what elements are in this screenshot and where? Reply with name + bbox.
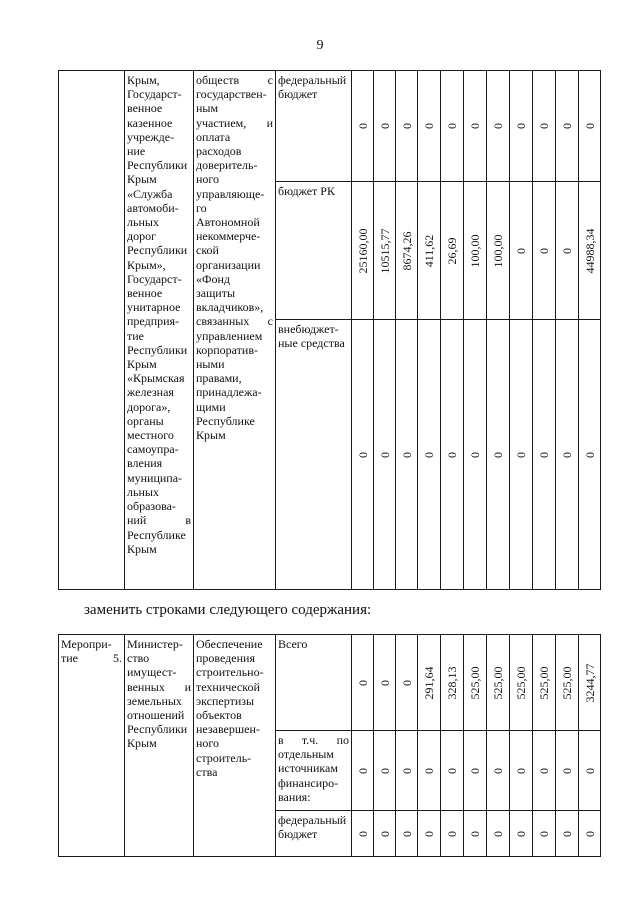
value-cell: [418, 182, 441, 320]
responsible-cell-line: Крым»,: [127, 257, 166, 272]
responsible-cell-line: венное: [127, 101, 163, 116]
description-cell-line: вкладчиков»,: [196, 300, 264, 315]
funding-source-cell: [276, 320, 352, 590]
value-text: 525,00: [468, 666, 482, 699]
value-cell: [352, 320, 374, 590]
responsible-cell-line: Республики: [127, 342, 188, 357]
value-text: 0: [560, 830, 574, 837]
value-cell: [441, 731, 464, 811]
value-cell: [396, 182, 418, 320]
budget-table-replacement: [58, 634, 601, 857]
responsible-cell-line: ний в: [127, 513, 191, 528]
value-text: 525,00: [560, 666, 574, 699]
funding-source-label: федеральный бюджет: [278, 73, 347, 102]
responsible-cell-line: Республики: [127, 243, 188, 258]
value-text: 0: [560, 451, 574, 458]
description-cell-line: «Фонд: [196, 271, 231, 286]
description-cell-line: ными: [196, 357, 225, 372]
funding-source-label: в т.ч. по отдельным источникам финансиро-вания:: [278, 733, 349, 804]
value-text: 0: [514, 247, 528, 254]
responsible-cell-line: венных и: [127, 679, 191, 694]
value-cell: [533, 731, 556, 811]
value-text: 10515,77: [377, 228, 392, 273]
description-cell-line: организации: [196, 257, 261, 272]
value-text: 0: [514, 830, 528, 837]
table-row: [59, 71, 601, 182]
value-cell: [374, 320, 396, 590]
value-text: 0: [491, 451, 505, 458]
responsible-cell-line: образова-: [127, 499, 176, 514]
description-cell-line: технической: [196, 679, 260, 694]
value-cell: [396, 811, 418, 857]
responsible-cell-line: ство: [127, 651, 150, 666]
value-text: 525,00: [491, 666, 505, 699]
responsible-cell: [125, 71, 194, 590]
responsible-cell-line: Республики: [127, 722, 188, 737]
value-cell: [464, 320, 487, 590]
page-number: 9: [316, 38, 324, 53]
value-text: 0: [399, 767, 414, 774]
responsible-cell-line: отношений: [127, 708, 185, 723]
value-cell: [510, 320, 533, 590]
funding-source-label: внебюджет-ные средства: [278, 322, 345, 351]
value-text: 0: [468, 830, 482, 837]
value-cell: [464, 731, 487, 811]
budget-table-original: [58, 70, 601, 590]
measure-cell-line: тие 5.: [61, 651, 122, 666]
value-cell: [396, 320, 418, 590]
value-cell: [441, 320, 464, 590]
value-text: 8674,26: [399, 231, 414, 270]
description-cell-line: щими: [196, 399, 226, 414]
description-cell-line: незавершен-: [196, 722, 260, 737]
value-text: 0: [468, 123, 482, 129]
value-cell: [556, 182, 579, 320]
value-cell: [352, 811, 374, 857]
value-text: 0: [582, 451, 597, 458]
description-cell-line: ным: [196, 101, 219, 116]
description-cell-line: принадлежа-: [196, 385, 262, 400]
responsible-cell-line: местного: [127, 428, 174, 443]
description-cell-line: корпоратив-: [196, 342, 258, 357]
value-text: 0: [582, 123, 597, 129]
responsible-cell-line: органы: [127, 413, 164, 428]
value-cell: [556, 811, 579, 857]
description-cell-line: Автономной: [196, 215, 260, 230]
value-text: 0: [377, 767, 392, 774]
description-cell-line: экспертизы: [196, 693, 255, 708]
description-cell-line: ного: [196, 736, 220, 751]
value-text: 0: [537, 247, 551, 254]
responsible-cell-line: льных: [127, 484, 159, 499]
responsible-cell-line: Государст-: [127, 87, 182, 102]
value-cell: [441, 71, 464, 182]
value-text: 0: [468, 767, 482, 774]
responsible-cell-line: «Крымская: [127, 371, 185, 386]
responsible-cell-line: имущест-: [127, 665, 177, 680]
value-text: 0: [514, 767, 528, 774]
description-cell-line: связанных с: [196, 314, 273, 329]
value-cell: [556, 320, 579, 590]
value-cell: [510, 731, 533, 811]
value-cell: [487, 71, 510, 182]
funding-source-cell: [276, 635, 352, 731]
value-text: 25160,00: [355, 228, 370, 273]
responsible-cell-line: ние: [127, 144, 146, 159]
value-cell: [533, 71, 556, 182]
funding-source-cell: [276, 811, 352, 857]
description-cell-line: правами,: [196, 371, 242, 386]
value-cell: [352, 635, 374, 731]
value-text: 0: [560, 247, 574, 254]
responsible-cell-line: дорог: [127, 229, 157, 244]
value-text: 100,00: [468, 234, 482, 267]
value-cell: [352, 71, 374, 182]
value-cell: [374, 182, 396, 320]
value-text: 0: [537, 123, 551, 129]
value-text: 0: [377, 830, 392, 837]
value-text: 0: [422, 830, 436, 837]
value-text: 525,00: [514, 666, 528, 699]
value-cell: [533, 811, 556, 857]
responsible-cell-line: предприя-: [127, 314, 180, 329]
description-cell-line: оплата: [196, 129, 231, 144]
responsible-cell-line: унитарное: [127, 300, 181, 315]
value-text: 0: [514, 451, 528, 458]
description-cell-line: Обеспечение: [196, 637, 263, 651]
value-cell: [487, 731, 510, 811]
value-cell: [487, 182, 510, 320]
value-text: 26,69: [445, 237, 459, 264]
funding-source-label: бюджет РК: [278, 184, 335, 198]
value-text: 0: [537, 767, 551, 774]
value-cell: [418, 811, 441, 857]
value-text: 0: [355, 830, 370, 837]
value-cell: [374, 71, 396, 182]
responsible-cell-line: Крым: [127, 541, 157, 556]
value-text: 0: [399, 123, 414, 129]
value-text: 291,64: [422, 666, 436, 699]
description-cell-line: Республике: [196, 413, 255, 428]
description-cell-line: обществ с: [196, 73, 273, 87]
value-text: 328,13: [445, 666, 459, 699]
responsible-cell-line: Крым: [127, 736, 157, 751]
description-cell-line: проведения: [196, 651, 255, 666]
value-text: 0: [399, 830, 414, 837]
replace-instruction: заменить строками следующего содержания:: [84, 602, 372, 618]
value-cell: [374, 635, 396, 731]
value-cell: [579, 811, 601, 857]
description-cell-line: ской: [196, 243, 219, 258]
value-cell: [464, 71, 487, 182]
value-text: 0: [355, 679, 370, 686]
value-cell: [374, 731, 396, 811]
value-text: 0: [537, 451, 551, 458]
value-text: 0: [491, 123, 505, 129]
value-cell: [579, 320, 601, 590]
value-text: 3244,77: [582, 663, 597, 702]
value-text: 0: [399, 679, 414, 686]
value-cell: [418, 71, 441, 182]
value-text: 44988,34: [582, 228, 597, 273]
value-text: 525,00: [537, 666, 551, 699]
value-cell: [510, 182, 533, 320]
responsible-cell-line: «Служба: [127, 186, 173, 201]
value-text: 0: [445, 767, 459, 774]
measure-cell: [59, 635, 125, 857]
responsible-cell-line: Государст-: [127, 271, 182, 286]
responsible-cell-line: вления: [127, 456, 163, 471]
responsible-cell-line: казенное: [127, 115, 173, 130]
description-cell-line: доверитель-: [196, 158, 258, 173]
value-text: 0: [355, 767, 370, 774]
value-text: 0: [491, 830, 505, 837]
value-cell: [533, 635, 556, 731]
value-text: 0: [445, 830, 459, 837]
responsible-cell-line: муниципа-: [127, 470, 183, 485]
responsible-cell-line: Крым,: [127, 73, 160, 87]
value-cell: [464, 811, 487, 857]
description-cell-line: ства: [196, 764, 218, 779]
description-cell-line: ного: [196, 172, 220, 187]
value-cell: [579, 731, 601, 811]
value-cell: [556, 635, 579, 731]
value-cell: [579, 635, 601, 731]
value-text: 100,00: [491, 234, 505, 267]
value-cell: [352, 731, 374, 811]
value-text: 0: [445, 451, 459, 458]
value-cell: [579, 71, 601, 182]
description-cell-line: защиты: [196, 286, 236, 301]
value-text: 0: [582, 830, 597, 837]
value-cell: [396, 635, 418, 731]
value-cell: [464, 635, 487, 731]
value-cell: [441, 811, 464, 857]
responsible-cell-line: Республике: [127, 527, 186, 542]
funding-source-label: Всего: [278, 637, 308, 651]
value-text: 411,62: [422, 234, 436, 267]
value-cell: [510, 635, 533, 731]
responsible-cell-line: Республики: [127, 158, 188, 173]
value-text: 0: [537, 830, 551, 837]
description-cell: [194, 635, 276, 857]
responsible-cell-line: Крым: [127, 357, 157, 372]
responsible-cell-line: венное: [127, 286, 163, 301]
value-cell: [487, 635, 510, 731]
value-text: 0: [422, 767, 436, 774]
value-cell: [556, 71, 579, 182]
responsible-cell-line: дорога»,: [127, 399, 171, 414]
value-text: 0: [422, 451, 436, 458]
value-cell: [533, 182, 556, 320]
value-cell: [441, 635, 464, 731]
value-text: 0: [468, 451, 482, 458]
value-cell: [396, 71, 418, 182]
description-cell-line: объектов: [196, 708, 242, 723]
value-cell: [418, 635, 441, 731]
value-cell: [352, 182, 374, 320]
value-cell: [418, 731, 441, 811]
value-text: 0: [355, 123, 370, 129]
description-cell: [194, 71, 276, 590]
funding-source-cell: [276, 731, 352, 811]
value-text: 0: [422, 123, 436, 129]
value-text: 0: [582, 767, 597, 774]
responsible-cell-line: железная: [127, 385, 174, 400]
description-cell-line: государствен-: [196, 87, 267, 102]
value-cell: [418, 320, 441, 590]
value-cell: [510, 811, 533, 857]
value-cell: [487, 811, 510, 857]
value-cell: [579, 182, 601, 320]
responsible-cell-line: учрежде-: [127, 129, 175, 144]
funding-source-label: федеральный бюджет: [278, 813, 347, 842]
responsible-cell-line: Крым: [127, 172, 157, 187]
responsible-cell-line: тие: [127, 328, 144, 343]
responsible-cell-line: льных: [127, 215, 159, 230]
description-cell-line: го: [196, 200, 207, 215]
value-text: 0: [377, 451, 392, 458]
value-cell: [464, 182, 487, 320]
value-text: 0: [399, 451, 414, 458]
funding-source-cell: [276, 182, 352, 320]
value-cell: [556, 731, 579, 811]
value-text: 0: [560, 767, 574, 774]
value-cell: [487, 320, 510, 590]
description-cell-line: строитель-: [196, 750, 252, 765]
responsible-cell-line: самоупра-: [127, 442, 179, 457]
responsible-cell: [125, 635, 194, 857]
description-cell-line: участием, и: [196, 115, 273, 130]
responsible-cell-line: Министер-: [127, 637, 183, 651]
value-cell: [396, 731, 418, 811]
value-text: 0: [445, 123, 459, 129]
value-text: 0: [377, 123, 392, 129]
table-row: [59, 635, 601, 731]
value-text: 0: [514, 123, 528, 129]
value-text: 0: [377, 679, 392, 686]
description-cell-line: строительно-: [196, 665, 264, 680]
value-text: 0: [355, 451, 370, 458]
responsible-cell-line: автомоби-: [127, 200, 179, 215]
value-text: 0: [560, 123, 574, 129]
description-cell-line: управлением: [196, 328, 263, 343]
value-cell: [441, 182, 464, 320]
value-cell: [510, 71, 533, 182]
measure-cell-line: Меропри-: [61, 637, 112, 651]
description-cell-line: некоммерче-: [196, 229, 261, 244]
funding-source-cell: [276, 71, 352, 182]
value-text: 0: [491, 767, 505, 774]
description-cell-line: расходов: [196, 144, 242, 159]
responsible-cell-line: земельных: [127, 693, 182, 708]
description-cell-line: управляюще-: [196, 186, 265, 201]
description-cell-line: Крым: [196, 428, 226, 443]
value-cell: [533, 320, 556, 590]
value-cell: [374, 811, 396, 857]
measure-cell: [59, 71, 125, 590]
